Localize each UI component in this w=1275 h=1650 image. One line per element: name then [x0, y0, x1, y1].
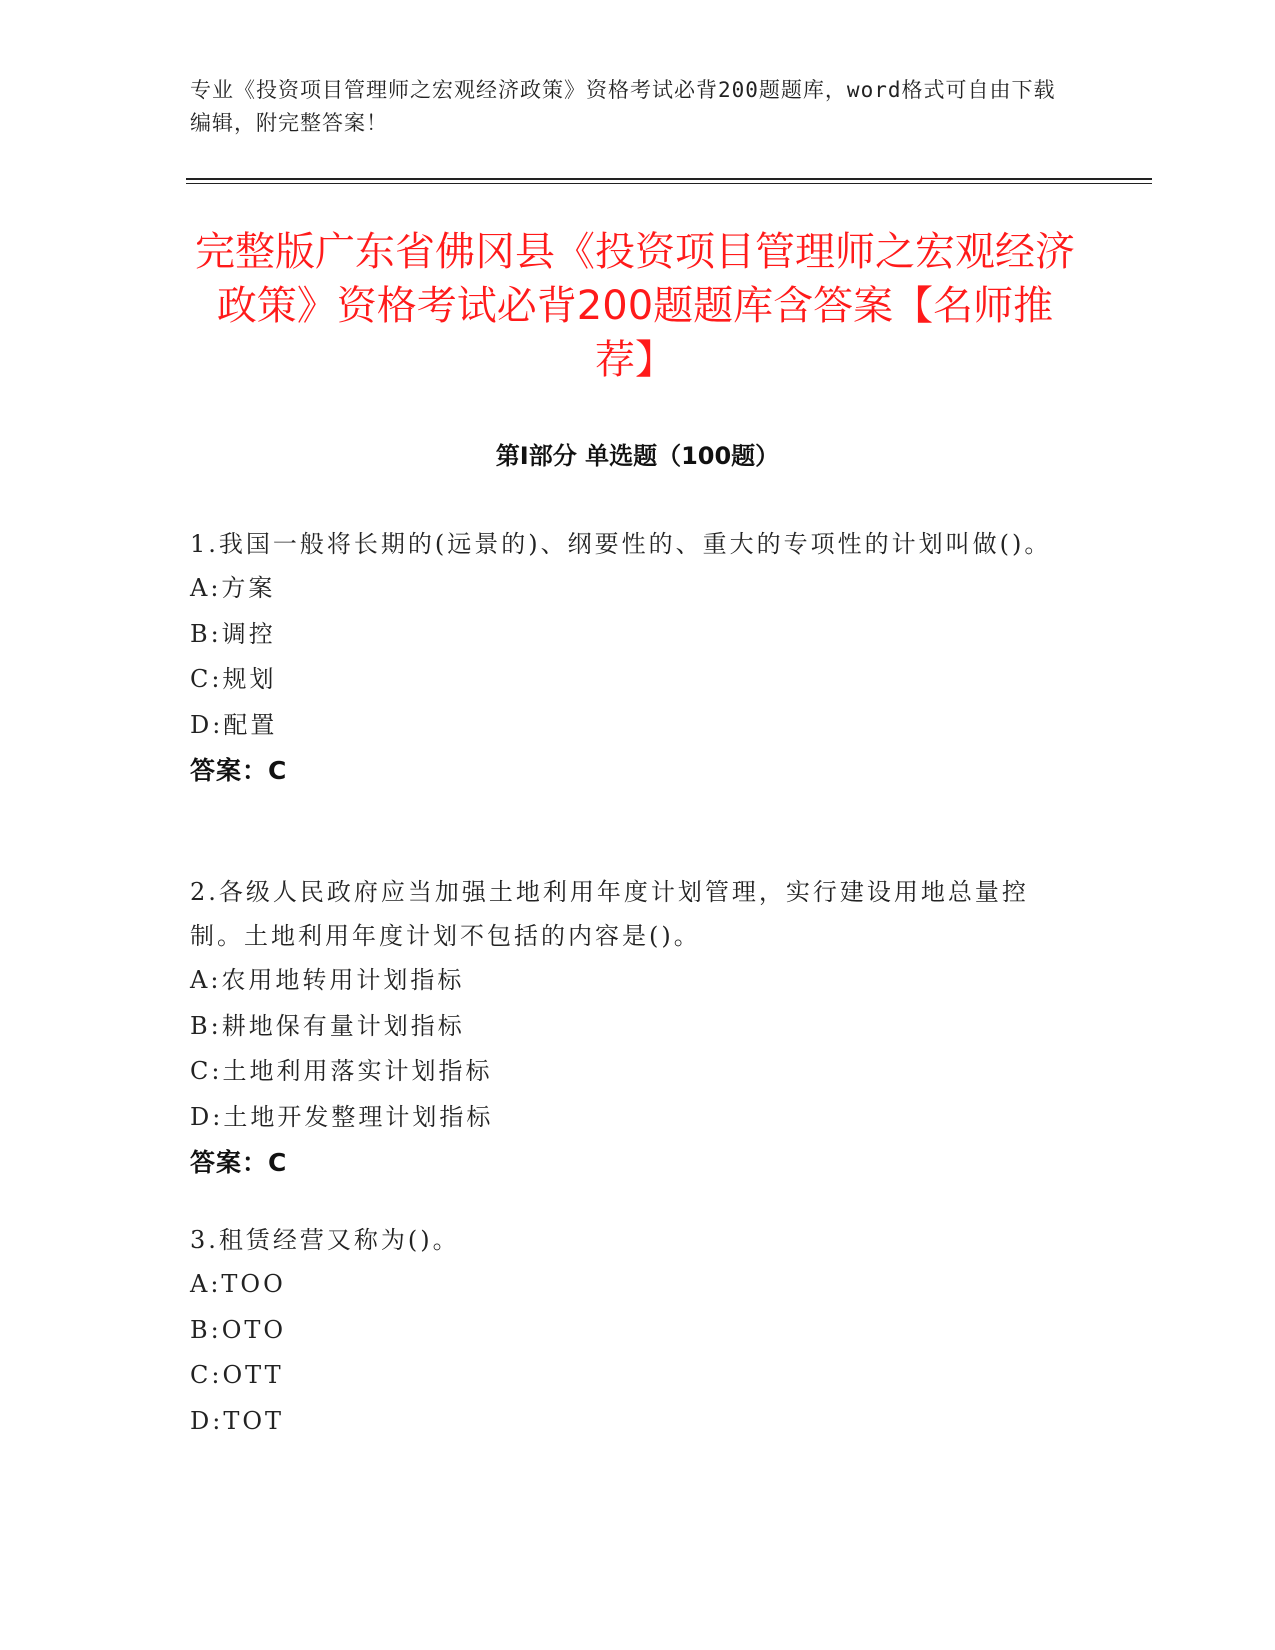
option-b: B:OTO	[190, 1315, 287, 1344]
question-1	[190, 522, 1070, 794]
question-stem: 1.我国一般将长期的(远景的)、纲要性的、重大的专项性的计划叫做()。	[190, 530, 1052, 558]
option-d: D:TOT	[190, 1406, 285, 1435]
option-b: B:调控	[190, 619, 276, 648]
answer: 答案：C	[190, 756, 288, 785]
option-c: C:规划	[190, 665, 277, 693]
section-heading: 第Ⅰ部分 单选题（100题）	[495, 442, 780, 470]
question-stem: 3.租赁经营又称为()。	[190, 1226, 460, 1254]
option-c: C:土地利用落实计划指标	[190, 1057, 493, 1085]
header-divider-thin	[186, 183, 1152, 184]
option-c: C:OTT	[190, 1361, 284, 1389]
question-stem: 2.各级人民政府应当加强土地利用年度计划管理，实行建设用地总量控制。土地利用年度计划不包括的内容是()。	[190, 878, 1029, 950]
option-b: B:耕地保有量计划指标	[190, 1011, 465, 1040]
option-d: D:配置	[190, 710, 278, 739]
intro-text: 专业《投资项目管理师之宏观经济政策》资格考试必背200题题库，word格式可自由下载编辑，附完整答案！	[190, 78, 1056, 135]
question-2	[190, 870, 1070, 1186]
option-a: A:TOO	[190, 1270, 286, 1298]
option-a: A:方案	[190, 574, 276, 602]
question-3	[190, 1218, 1070, 1444]
document-title: 完整版广东省佛冈县《投资项目管理师之宏观经济政策》资格考试必背200题题库含答案【名师推荐】	[195, 229, 1075, 383]
header-divider-thick	[186, 178, 1152, 180]
option-a: A:农用地转用计划指标	[190, 966, 465, 994]
answer: 答案：C	[190, 1148, 288, 1177]
option-d: D:土地开发整理计划指标	[190, 1102, 494, 1131]
